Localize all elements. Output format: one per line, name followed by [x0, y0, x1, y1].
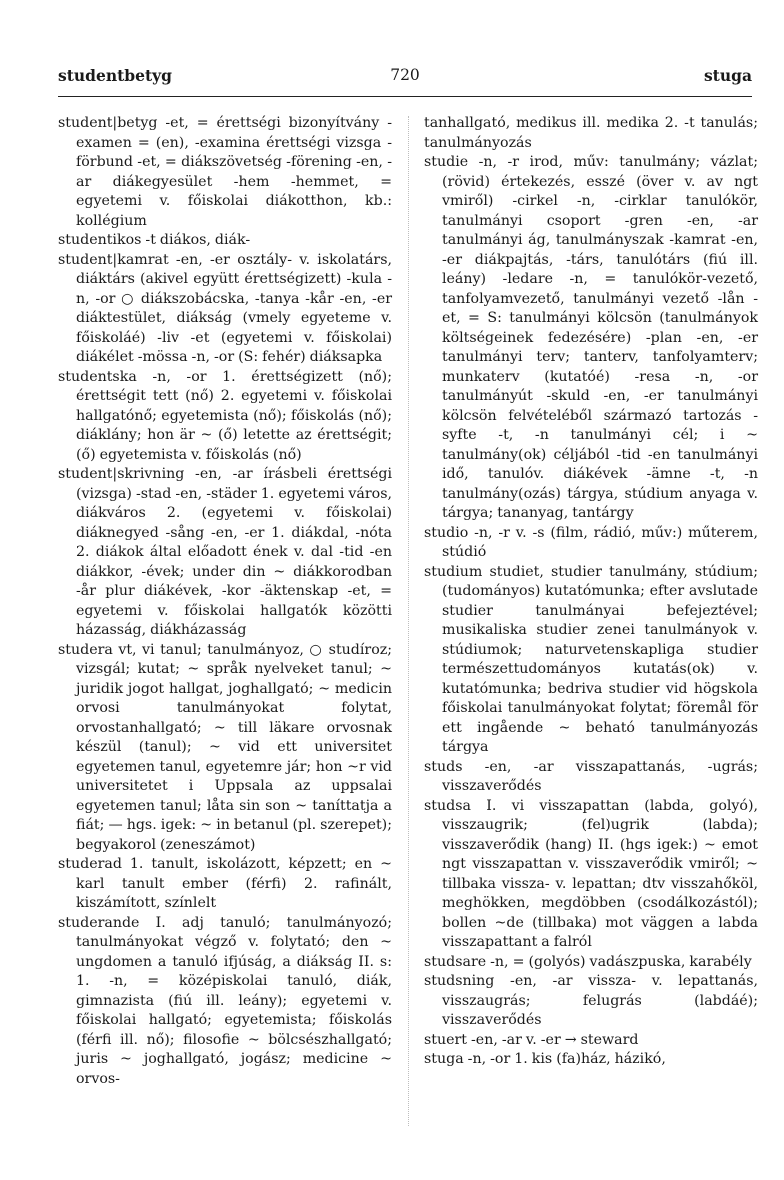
dictionary-entry: studs -en, -ar visszapattanás, -ugrás; visszaverődés [424, 758, 758, 794]
dictionary-entry: student|betyg -et, = érettségi bizonyítvány -examen = (en), -examina érettségi vizsga -förbund -et, = diákszövetség -förening -en, -ar diákegyesület -hem -hemmet, = egyetemi v. főiskolai diákotthon, kb.: kollégium [58, 115, 392, 229]
header-guide-word-left: studentbetyg [58, 66, 172, 85]
right-column [424, 114, 758, 1070]
page-number: 720 [390, 66, 420, 84]
dictionary-entry: studie -n, -r irod, műv: tanulmány; vázlat; (rövid) értekezés, esszé (över v. av ngt vmiről) -cirkel -n, -cirklar tanulókör, tanulmányi csoport -gren -en, -ar tanulmányi ág, tanulmányszak -kamrat -en, -er diákpajtás, -társ, tanulótárs (fiú ill. leány) -ledare -n, = tanulókör-vezető, tanfolyamvezető, tanulmányi vezető -lån -et, = S: tanulmányi kölcsön (tanulmányok költségeinek fedezésére) -plan -en, -er tanulmányi terv; tanterv, tanfolyamterv; munkaterv (kutatóé) -resa -n, -or tanulmányút -skuld -en, -er tanulmányi kölcsön felvételéből származó tartozás -syfte -t, -n tanulmányi cél; i ~ tanulmány(ok) céljából -tid -en tanulmányi idő, tanulóv. diákévek -ämne -t, -n tanulmány(ozás) tárgya, stúdium anyaga v. tárgya; tananyag, tantárgy [424, 154, 758, 521]
dictionary-entry: studsning -en, -ar vissza- v. lepattanás, visszaugrás; felugrás (labdáé); visszaverődés [424, 973, 758, 1028]
dictionary-entry: studerande I. adj tanuló; tanulmányozó; tanulmányokat végző v. folytató; den ~ ungdomen a tanuló ifjúság, a diákság II. s: 1. -n, = középiskolai tanuló, diák, gimnazista (fiú ill. leány); egyetemi v. főiskolai hallgató; egyetemista; főiskolás (férfi ill. nő); filosofie ~ bölcsészhallgató; juris ~ joghallgató, jogász; medicine ~ orvos- [58, 914, 392, 1087]
header-rule [58, 96, 752, 97]
dictionary-entry: studera vt, vi tanul; tanulmányoz, ○ studíroz; vizsgál; kutat; ~ språk nyelveket tanul; ~ juridik jogot hallgat, joghallgató; ~ medicin orvosi tanulmányokat folytat, orvostanhallgató; ~ till läkare orvosnak készül (tanul); ~ vid ett universitet egyetemen tanul, egyetemre jár; hon ~r vid universitetet i Uppsala az uppsalai egyetemen tanul; låta sin son ~ taníttatja a fiát; — hgs. igek: ~ in betanul (pl. szerepet); begyakorol (zeneszámot) [58, 641, 392, 853]
dictionary-entry: studio -n, -r v. -s (film, rádió, műv:) műterem, stúdió [424, 524, 758, 560]
dictionary-entry: studentikos -t diákos, diák- [58, 232, 251, 248]
dictionary-entry: studerad 1. tanult, iskolázott, képzett; en ~ karl tanult ember (férfi) 2. rafinált, kiszámított, színlelt [58, 856, 392, 911]
dictionary-entry-continuation: tanhallgató, medikus ill. medika 2. -t tanulás; tanulmányozás [424, 115, 758, 151]
dictionary-entry: stuga -n, -or 1. kis (fa)ház, házikó, [424, 1051, 666, 1067]
dictionary-entry: student|skrivning -en, -ar írásbeli érettségi (vizsga) -stad -en, -städer 1. egyetemi város, diákváros 2. (egyetemi v. főiskolai) diáknegyed -sång -en, -er 1. diákdal, -nóta 2. diákok által előadott ének v. dal -tid -en diákkor, -évek; under din ~ diákkorodban -år plur diákévek, -kor -äktenskap -et, = egyetemi v. főiskolai hallgatók közötti házasság, diákházasság [58, 466, 392, 638]
column-divider [408, 116, 409, 1126]
header-guide-word-right: stuga [703, 66, 752, 85]
dictionary-entry: student|kamrat -en, -er osztály- v. iskolatárs, diáktárs (akivel együtt érettségizett) -kula -n, -or ○ diákszobácska, -tanya -kår -en, -er diáktestület, diákság (vmely egyeteme v. főiskoláé) -liv -et (egyetemi v. főiskolai) diákélet -mössa -n, -or (S: fehér) diáksapka [58, 251, 392, 365]
dictionary-entry: studentska -n, -or 1. érettségizett (nő); érettségit tett (nő) 2. egyetemi v. főiskolai hallgatónő; egyetemista (nő); főiskolás (nő); diáklány; hon är ~ (ő) letette az érettségit; (ő) egyetemista v. főiskolás (nő) [58, 368, 392, 463]
dictionary-entry: studsare -n, = (golyós) vadászpuska, karabély [424, 953, 752, 970]
dictionary-entry: studium studiet, studier tanulmány, stúdium; (tudományos) kutatómunka; efter avslutade studier tanulmányai befejeztével; musikaliska studier zenei tanulmányok v. stúdiumok; naturvetenskapliga studier természettudományos kutatás(ok) v. kutatómunka; bedriva studier vid högskola főiskolai tanulmányokat folytat; föremål för ett ingående ~ beható tanulmányozás tárgya [424, 563, 758, 755]
left-column [58, 114, 392, 1089]
dictionary-entry: studsa I. vi visszapattan (labda, golyó), visszaugrik; (fel)ugrik (labda); visszaverődik (hang) II. (hgs igek:) ~ emot ngt visszapattan v. visszaverődik vmiről; ~ tillbaka vissza- v. lepattan; dtv visszahőköl, meghökken, megdöbben (csodálkozástól); bollen ~de (tillbaka) mot väggen a labda visszapattant a falról [424, 797, 758, 950]
running-header [58, 66, 752, 88]
dictionary-entry: stuert -en, -ar v. -er → steward [424, 1031, 639, 1048]
